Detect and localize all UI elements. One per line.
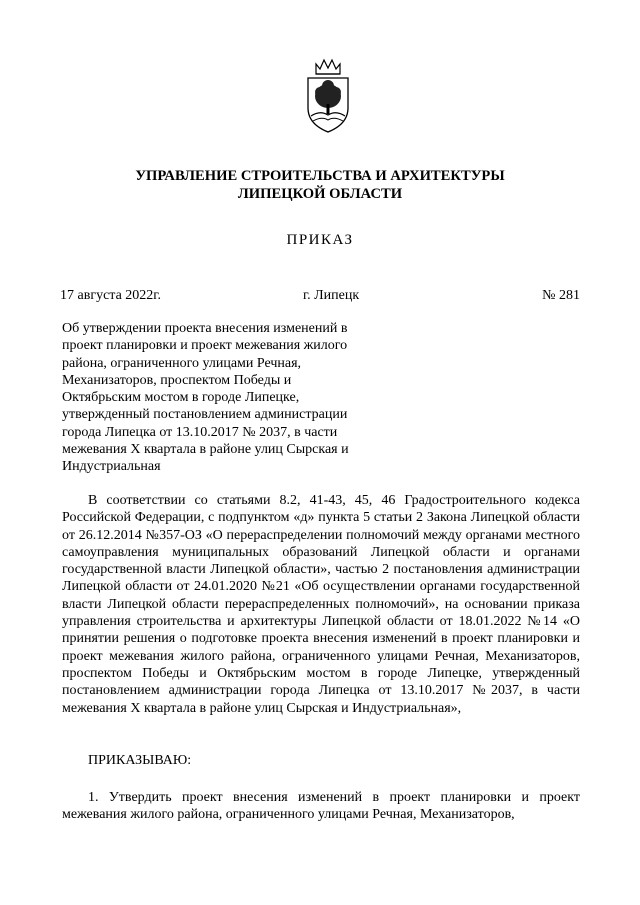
- document-subject: [62, 320, 388, 476]
- subject-line: Механизаторов, проспектом Победы и: [62, 372, 292, 388]
- document-date: 17 августа 2022г.: [60, 288, 161, 303]
- document-type: ПРИКАЗ: [286, 232, 354, 248]
- subject-line: утвержденный постановлением администрации: [62, 407, 348, 423]
- organization-name-line1: УПРАВЛЕНИЕ СТРОИТЕЛЬСТВА И АРХИТЕКТУРЫ: [135, 168, 505, 184]
- coat-of-arms-icon: [300, 58, 356, 136]
- document-number: № 281: [542, 288, 580, 303]
- preamble-paragraph: В соответствии со статьями 8.2, 41-43, 45, 46 Градостроительного кодекса Российской Федерации, с подпунктом «д» пункта 5 статьи 2 Закона Липецкой области от 26.12.2014 №357-ОЗ «О перераспределении полномочий между органами местного самоуправления муниципальных образований Липецкой области и органами государственной власти Липецкой области», частью 2 постановления администрации Липецкой области от 24.01.2020 №21 «Об осуществлении органами государственной власти Липецкой области перераспределенных полномочий», на основании приказа управления строительства и архитектуры Липецкой области от 18.01.2022 №14 «О принятии решения о подготовке проекта внесения изменений в проект планировки и проект межевания жилого района, ограниченного улицами Речная, Механизаторов, проспектом Победы и Октябрьским мостом в городе Липецке, утвержденный постановлением администрации города Липецка от 13.10.2017 №2037, в части межевания X квартала в районе улиц Сырская и Индустриальная»,: [62, 493, 580, 716]
- subject-line: Индустриальная: [62, 459, 161, 475]
- subject-line: города Липецка от 13.10.2017 № 2037, в части: [62, 424, 338, 440]
- order-item-1: 1. Утвердить проект внесения изменений в проект планировки и проект межевания жилого района, ограниченного улицами Речная, Механизаторов,: [62, 790, 580, 823]
- subject-line: района, ограниченного улицами Речная,: [62, 355, 302, 371]
- subject-line: проект планировки и проект межевания жилого: [62, 338, 348, 354]
- subject-line: Об утверждении проекта внесения изменений в: [62, 321, 348, 336]
- order-heading: ПРИКАЗЫВАЮ:: [88, 753, 192, 768]
- organization-name: [0, 167, 640, 203]
- subject-line: Октябрьским мостом в городе Липецке,: [62, 390, 300, 406]
- document-city: г. Липецк: [303, 288, 360, 303]
- subject-line: межевания X квартала в районе улиц Сырская и: [62, 442, 349, 458]
- organization-name-line2: ЛИПЕЦКОЙ ОБЛАСТИ: [237, 186, 403, 202]
